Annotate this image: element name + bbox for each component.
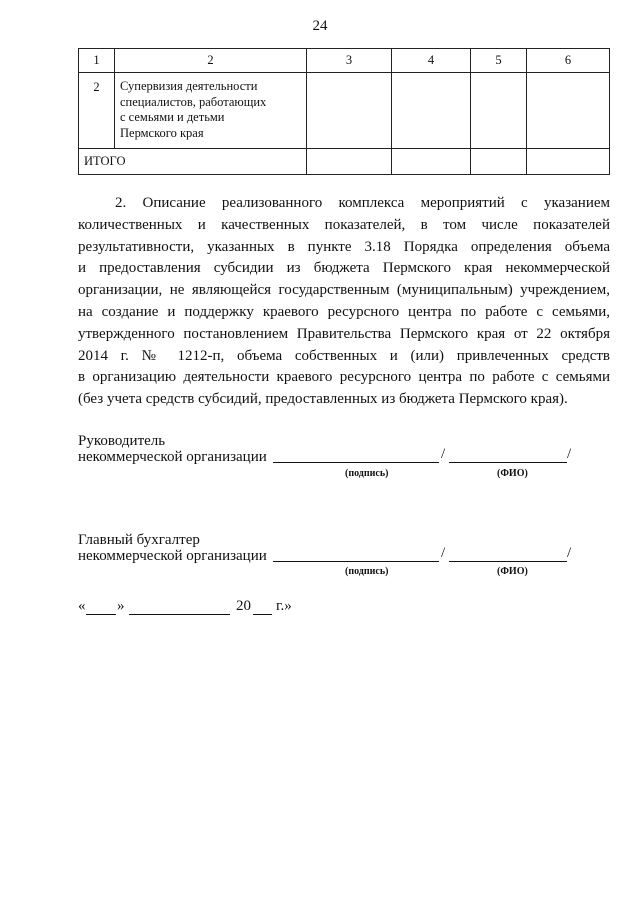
description-line: Супервизия деятельности — [120, 79, 258, 93]
description-line: с семьями и детьми — [120, 110, 225, 124]
report-table — [78, 48, 610, 175]
table-row — [79, 73, 610, 149]
name-caption: (ФИО) — [497, 566, 528, 577]
accountant-signature-line[interactable] — [273, 561, 439, 562]
description-line: специалистов, работающих — [120, 94, 267, 109]
name-caption: (ФИО) — [497, 468, 528, 479]
empty-cell[interactable] — [307, 73, 392, 149]
paragraph-line: утвержденного постановлением Правительства Пермского края от 22 октября — [78, 325, 610, 342]
row-description-cell — [115, 73, 307, 149]
empty-cell[interactable] — [392, 149, 471, 175]
paragraph-line: 2. Описание реализованного комплекса мероприятий с указанием — [115, 195, 610, 211]
table-header-row — [79, 49, 610, 73]
table-header-cell: 3 — [307, 49, 392, 73]
paragraph-line: в организацию деятельности краевого ресурсного центра по работе с семьями — [78, 369, 610, 386]
date-month-line[interactable] — [129, 614, 230, 615]
empty-cell[interactable] — [527, 73, 610, 149]
signature-caption: (подпись) — [345, 468, 389, 479]
date-year-prefix: 20 — [236, 598, 251, 614]
paragraph-line: 2014 г. № 1212-п, объема собственных и (или) привлеченных средств — [78, 347, 610, 364]
head-org: некоммерческой организации — [78, 449, 267, 465]
table-header-cell: 4 — [392, 49, 471, 73]
accountant-title: Главный бухгалтер — [78, 532, 200, 548]
head-title: Руководитель — [78, 433, 166, 449]
date-year-line[interactable] — [253, 614, 272, 615]
paragraph-line: количественных и качественных показателей, в том числе показателей — [78, 216, 610, 233]
separator-slash: / — [567, 446, 572, 462]
empty-cell[interactable] — [471, 73, 527, 149]
accountant-name-line[interactable] — [449, 561, 567, 562]
table-header-cell: 1 — [79, 49, 115, 73]
table-header-cell: 6 — [527, 49, 610, 73]
date-year-suffix: г.» — [276, 598, 292, 614]
table-header-cell: 5 — [471, 49, 527, 73]
date-day-line[interactable] — [86, 614, 116, 615]
row-number-cell: 2 — [79, 73, 115, 149]
total-row — [79, 149, 610, 175]
empty-cell[interactable] — [392, 73, 471, 149]
head-signature-line[interactable] — [273, 462, 439, 463]
date-close-quote: » — [117, 598, 125, 614]
separator-slash: / — [441, 446, 446, 462]
paragraph-line: и предоставления субсидии из бюджета Пермского края некоммерческой — [78, 260, 610, 277]
paragraph-line: результативности, указанных в пункте 3.18 Порядка определения объема — [78, 238, 610, 255]
description-line: Пермского края — [120, 125, 204, 140]
paragraph-line: (без учета средств субсидий, предоставленных из бюджета Пермского края). — [78, 391, 568, 408]
date-open-quote: « — [78, 598, 86, 614]
separator-slash: / — [567, 545, 572, 561]
empty-cell[interactable] — [527, 149, 610, 175]
paragraph-line: на создание и поддержку краевого ресурсного центра по работе с семьями, — [78, 303, 610, 320]
accountant-org: некоммерческой организации — [78, 548, 267, 564]
paragraph-line: организации, не являющейся государственным (муниципальным) учреждением, — [78, 282, 610, 299]
head-name-line[interactable] — [449, 462, 567, 463]
table-header-cell: 2 — [115, 49, 307, 73]
empty-cell[interactable] — [307, 149, 392, 175]
total-label-cell: ИТОГО — [79, 149, 307, 175]
description-paragraph — [78, 193, 610, 411]
signature-caption: (подпись) — [345, 566, 389, 577]
page-number: 24 — [312, 18, 328, 34]
separator-slash: / — [441, 545, 446, 561]
empty-cell[interactable] — [471, 149, 527, 175]
